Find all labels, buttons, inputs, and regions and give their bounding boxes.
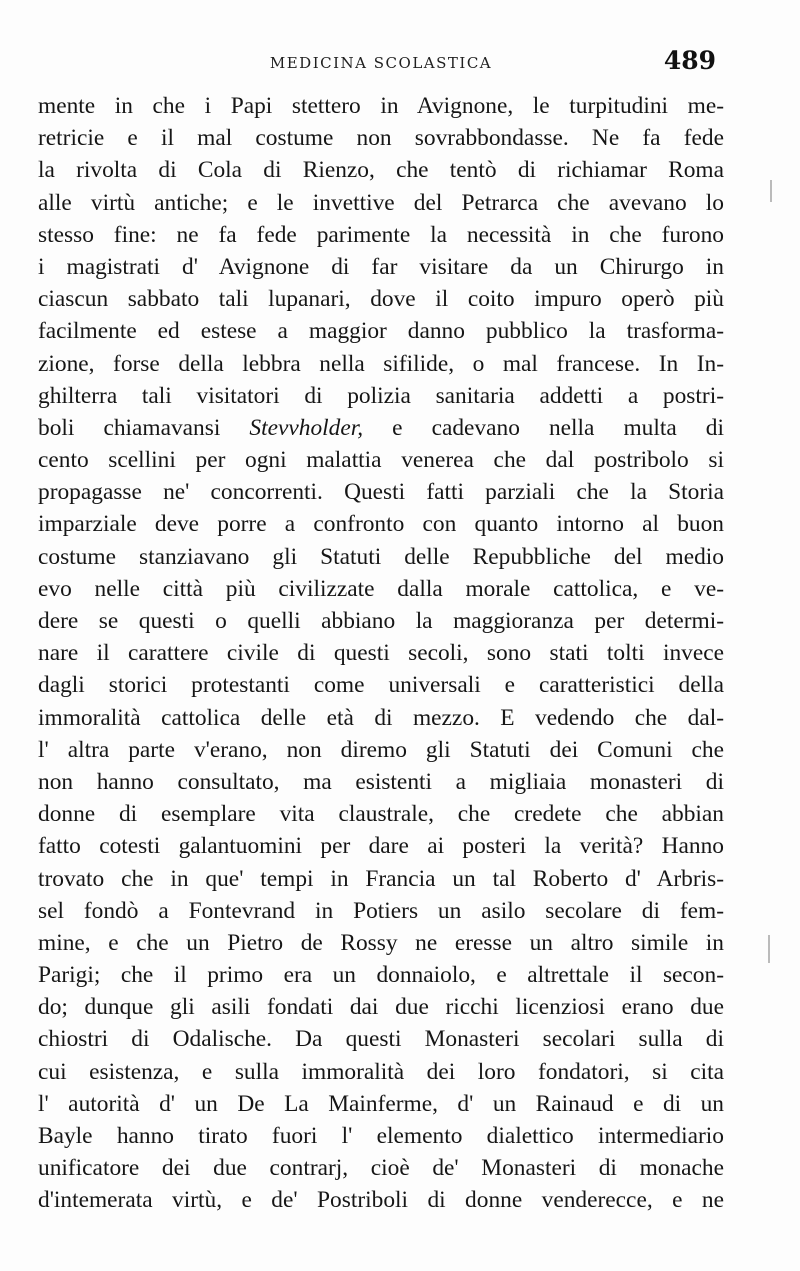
text-line: ciascun sabbato tali lupanari, dove il coito impuro operò più xyxy=(38,286,724,313)
text-line: fatto cotesti galantuomini per dare ai posteri la verità? Hanno xyxy=(38,833,724,860)
running-head: MEDICINA SCOLASTICA xyxy=(269,54,493,72)
text-line: Bayle hanno tirato fuori l' elemento dialettico intermediario xyxy=(38,1123,724,1149)
text-line: dere se questi o quelli abbiano la maggioranza per determi- xyxy=(38,608,724,634)
text-segment: e cadevano nella multa di xyxy=(363,414,724,441)
text-line: d'intemerata virtù, e de' Postriboli di donne venderecce, e ne xyxy=(38,1187,724,1214)
text-line: sel fondò a Fontevrand in Potiers un asilo secolare di fem- xyxy=(38,897,724,924)
text-line: retricie e il mal costume non sovrabbondasse. Ne fa fede xyxy=(38,125,724,152)
text-line: ghilterra tali visitatori di polizia sanitaria addetti a postri- xyxy=(38,382,724,409)
page-number: 489 xyxy=(663,46,716,75)
text-line: nare il carattere civile di questi secoli, sono stati tolti invece xyxy=(38,640,724,667)
page-header xyxy=(38,44,724,84)
text-line: non hanno consultato, ma esistenti a migliaia monasteri di xyxy=(38,768,724,795)
italic-term: Stevvholder, xyxy=(249,414,364,441)
body-text xyxy=(38,90,724,1217)
text-line: mine, e che un Pietro de Rossy ne eresse un altro simile in xyxy=(38,929,724,956)
text-line: facilmente ed estese a maggior danno pubblico la trasforma- xyxy=(38,318,724,345)
text-line: l' autorità d' un De La Mainferme, d' un Rainaud e di un xyxy=(38,1090,724,1117)
text-line: immoralità cattolica delle età di mezzo. E vedendo che dal- xyxy=(38,704,724,731)
text-line: stesso fine: ne fa fede parimente la necessità in che furono xyxy=(38,221,724,248)
text-line: Parigi; che il primo era un donnaiolo, e altrettale il secon- xyxy=(38,962,724,989)
text-line: unificatore dei due contrarj, cioè de' Monasteri di monache xyxy=(38,1155,724,1182)
text-line: costume stanziavano gli Statuti delle Repubbliche del medio xyxy=(38,543,724,570)
text-line: cui esistenza, e sulla immoralità dei loro fondatori, si cita xyxy=(38,1058,724,1085)
text-line: evo nelle città più civilizzate dalla morale cattolica, e ve- xyxy=(38,575,724,602)
margin-mark xyxy=(770,180,772,202)
text-line: l' altra parte v'erano, non diremo gli Statuti dei Comuni che xyxy=(38,736,724,763)
text-line xyxy=(38,412,724,444)
text-segment: boli chiamavansi xyxy=(38,414,250,441)
text-line: mente in che i Papi stettero in Avignone, le turpitudini me- xyxy=(38,93,724,119)
text-line: zione, forse della lebbra nella sifilide, o mal francese. In In- xyxy=(38,350,724,377)
text-line: la rivolta di Cola di Rienzo, che tentò di richiamar Roma xyxy=(38,157,724,184)
text-line: chiostri di Odalische. Da questi Monasteri secolari sulla di xyxy=(38,1026,724,1053)
text-line: imparziale deve porre a confronto con quanto intorno al buon xyxy=(38,511,724,538)
margin-mark xyxy=(768,935,770,963)
text-line: i magistrati d' Avignone di far visitare da un Chirurgo in xyxy=(38,253,724,280)
text-line: trovato che in que' tempi in Francia un tal Roberto d' Arbris- xyxy=(38,865,724,892)
text-line: donne di esemplare vita claustrale, che credete che abbian xyxy=(38,801,724,828)
text-line: do; dunque gli asili fondati dai due ricchi licenziosi erano due xyxy=(38,994,724,1021)
text-line: dagli storici protestanti come universali e caratteristici della xyxy=(38,672,724,699)
text-line: propagasse ne' concorrenti. Questi fatti parziali che la Storia xyxy=(38,479,724,506)
text-line: alle virtù antiche; e le invettive del Petrarca che avevano lo xyxy=(38,189,724,216)
text-line: cento scellini per ogni malattia venerea che dal postribolo si xyxy=(38,447,724,474)
